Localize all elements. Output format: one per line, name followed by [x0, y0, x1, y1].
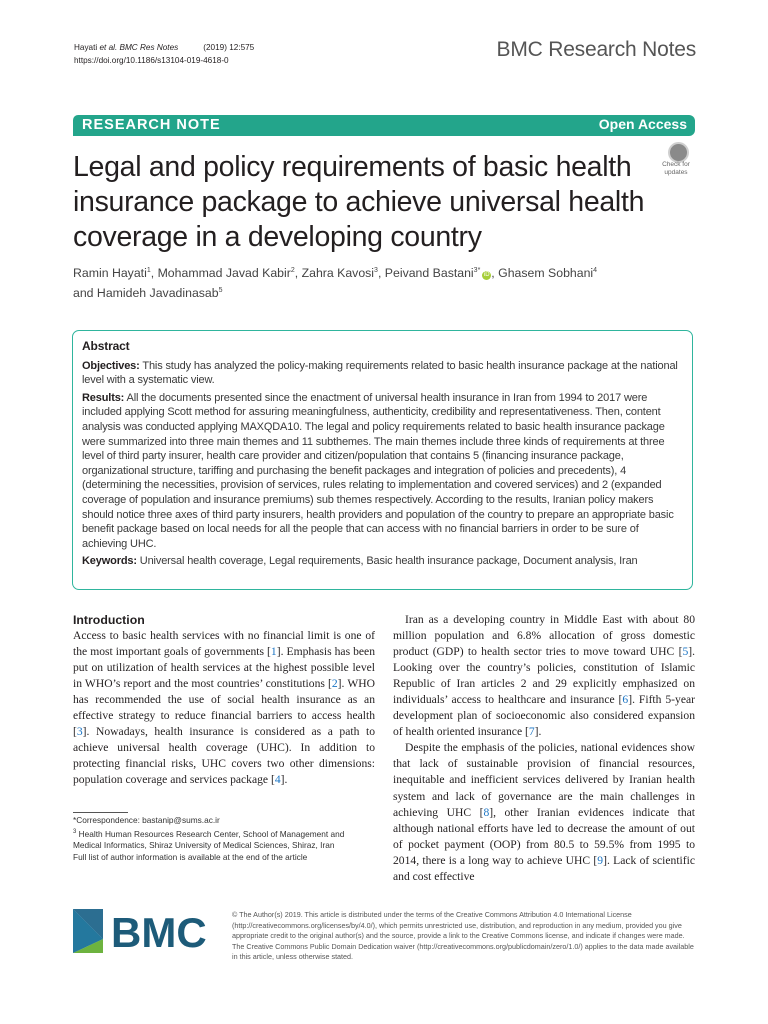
citation-link[interactable]: 7: [528, 725, 535, 739]
abstract-keywords: Keywords: Universal health coverage, Legal requirements, Basic health insurance package, Document analysis, Iran: [82, 555, 638, 568]
abstract-objectives: Objectives: This study has analyzed the policy-making requirements related to basic health insurance package at the national level with a systematic view.: [82, 359, 678, 387]
cite-year: (2019) 12:575: [203, 43, 255, 52]
citation-link[interactable]: 2: [331, 677, 338, 691]
paragraph: Despite the emphasis of the policies, national evidences show that lack of sustainable provision of financial resources, inequitable and inefficient services delivered by Iranian health system and lack of governance are the main challenges in achieving UHC [8], other Iranian evidences indicate that although national efforts have led to decrease the amount of out of pocket payment (OOP) from 80.5 to 59.5% from 1995 to 2014, there is a long way to achieve UHC [9]. Lack of scientific and cost effective: [393, 741, 695, 883]
check-for-updates-icon: [668, 142, 689, 163]
citation-link[interactable]: 1: [270, 645, 277, 659]
license-text: © The Author(s) 2019. This article is distributed under the terms of the Creative Commons Attribution 4.0 International License (http://creativecommons.org/licenses/by/4.0/), which permits unrestricted use, distribution, and reproduction in any medium, provided you give appropriate credit to the original author(s) and the source, provide a link to the Creative Commons license, and indicate if changes were made. The Creative Commons Public Domain Dedication waiver (http://creativecommons.org/publicdomain/zero/1.0/) applies to the data made available in this article, unless otherwise stated.: [232, 910, 694, 961]
section-heading-introduction: Introduction: [73, 613, 145, 627]
article-type-banner: [73, 115, 695, 136]
bmc-logo: [73, 909, 218, 953]
citation-header: [74, 41, 254, 67]
citation-link[interactable]: 3: [76, 725, 83, 739]
bmc-logo-mark-icon: [73, 909, 218, 953]
abstract-heading: Abstract: [82, 339, 130, 353]
paragraph: Iran as a developing country in Middle East with about 80 million population and 6.8% allocation of gross domestic product (GDP) to health sector tries to move toward UHC [5]. Looking over the country’s policies, constitution of Islamic Republic of Iran articles 2 and 29 explicitly emphasized on individuals’ access to healthcare and insurance [6]. Fifth 5-year development plan of socioeconomic also considered expansion of health oriented insurance [7].: [393, 613, 695, 739]
citation-line: [74, 41, 254, 54]
open-access-label: Open Access: [598, 116, 687, 132]
cite-authors: Hayati: [74, 43, 98, 52]
check-for-updates-badge[interactable]: [656, 140, 696, 180]
body-column-left: [73, 612, 375, 788]
author[interactable]: Ramin Hayati$^1$: [73, 266, 151, 280]
citation-link[interactable]: 5: [682, 645, 689, 659]
footnotes: [73, 815, 373, 864]
author[interactable]: and Hamideh Javadinasab$^5$: [73, 286, 223, 300]
check-for-updates-text: Check for updates: [662, 161, 690, 176]
doi-link[interactable]: https://doi.org/10.1186/s13104-019-4618-0: [74, 56, 229, 65]
citation-link[interactable]: 9: [597, 853, 604, 867]
paragraph: Access to basic health services with no financial limit is one of the most important goals of governments [1]. Emphasis has been put on utilization of health services at the highest possible level in WHO’s report and the most countries’ constitutions [2]. WHO has recommended the use of social health insurance as an effective strategy to reduce financial barriers to access health [3]. Nowadays, health insurance is considered as a path to achieve universal health coverage (UHC). In addition to protecting financial risks, UHC covers two other dimensions: population coverage and services package [4].: [73, 629, 376, 787]
correspondence-note: *Correspondence: bastanip@sums.ac.ir: [73, 815, 220, 825]
citation-link[interactable]: 6: [622, 693, 629, 707]
abstract-results: Results: All the documents presented since the enactment of universal health insurance in Iran from 1994 to 2017 were included applying Scott method for assuring meaningfulness, authenticity, credibility and representativeness. Then, content analysis was conducted applying MAXQDA10. The legal and policy requirements related to basic health insurance package were summarized into three main themes and 11 subthemes. The main themes include three kinds of requirements at three level of third party insurer, health care provider and citizen/population that contains 5 (financing insurance package, organizational structure, tariffing and purchasing the benefit packages and integration of policies and precedents), 4 (determining the necessities, provision of services, rules relating to implementation and covered services) and 2 (expanded coverage of population and insurance premiums) sub themes respectively. According to the results, Iranian policy makers should notice three axes of third party insurers, health providers and population of the country to prepare an appropriate basic benefit package based on local needs for all the people that can access with no financial barriers in order to be sure of achieving UHC.: [82, 391, 674, 550]
footnote-divider: [73, 812, 128, 813]
author[interactable]: Zahra Kavosi$^3$: [301, 266, 378, 280]
author-info-note: Full list of author information is available at the end of the article: [73, 851, 308, 862]
article-title: Legal and policy requirements of basic health insurance package to achieve universal health coverage in a developing country: [73, 151, 645, 253]
citation-link[interactable]: 8: [483, 805, 490, 819]
abstract-box: [72, 330, 693, 590]
citation-link[interactable]: 4: [274, 773, 281, 787]
journal-name: BMC Research Notes: [496, 38, 696, 61]
orcid-icon[interactable]: iD: [483, 272, 490, 278]
author[interactable]: Peivand Bastani$^{3*}$: [384, 266, 481, 280]
author[interactable]: Mohammad Javad Kabir$^2$: [157, 266, 295, 280]
article-type-label: RESEARCH NOTE: [82, 117, 221, 133]
bmc-logo-text: BMC: [111, 909, 207, 953]
author[interactable]: Ghasem Sobhani$^4$: [498, 266, 598, 280]
affiliation-note: $^3$ Health Human Resources Research Center, School of Management and Medical Informatics, Shiraz University of Medical Sciences, Shiraz, Iran: [73, 828, 345, 851]
body-column-right: [393, 612, 695, 885]
cite-journal: et al. BMC Res Notes: [99, 43, 179, 52]
author-list: Ramin Hayati$^1$, Mohammad Javad Kabir$^2$, Zahra Kavosi$^3$, Peivand Bastani$^{3*}$iD , Ghasem Sobhani$^4$ and Hamideh Javadinasab$^5$: [73, 266, 598, 300]
